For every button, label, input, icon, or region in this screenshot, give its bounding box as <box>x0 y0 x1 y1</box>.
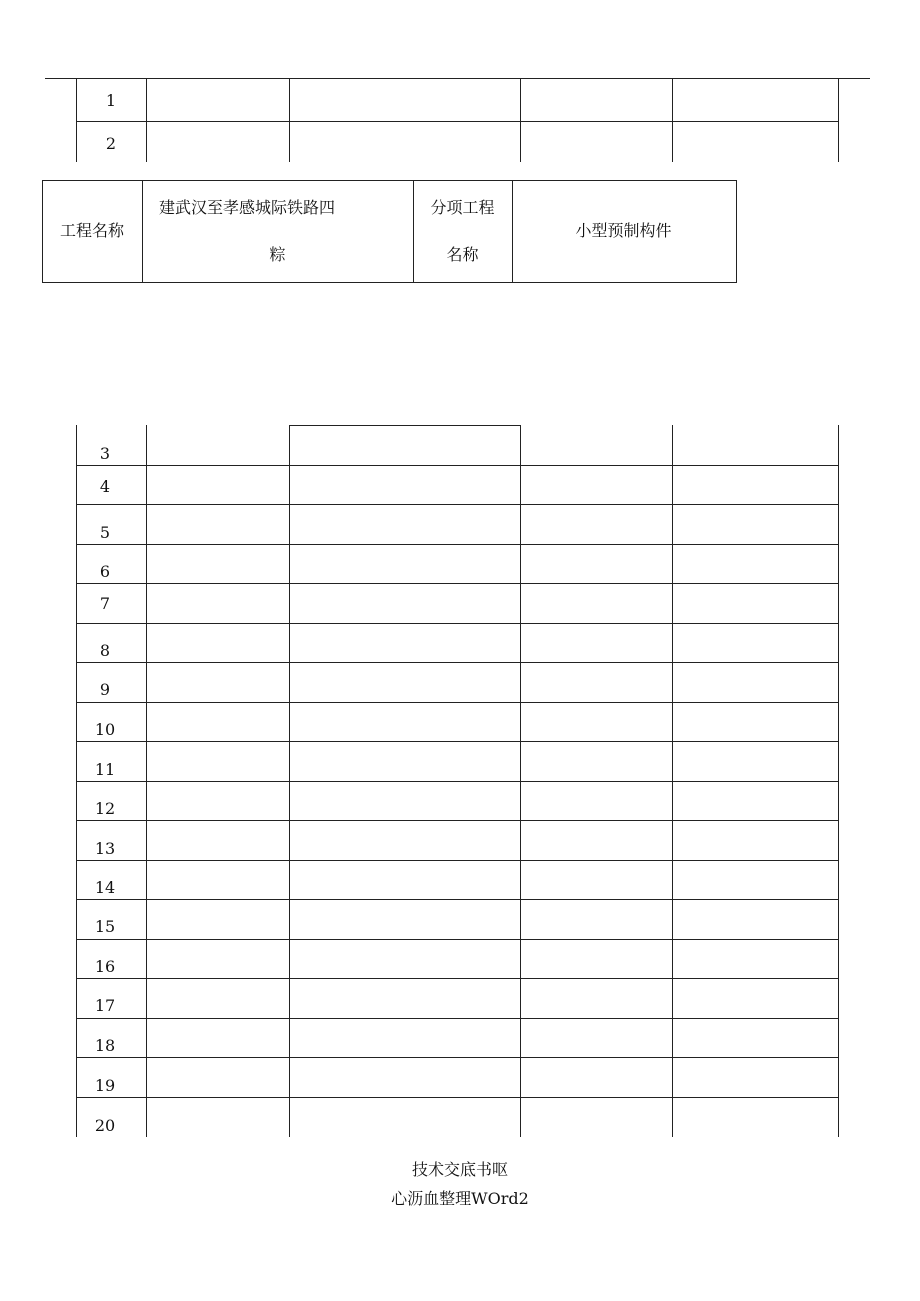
row-divider <box>76 544 838 545</box>
cell-top-border <box>289 425 520 426</box>
row-divider <box>76 741 838 742</box>
row-divider <box>76 939 838 940</box>
row-divider <box>76 702 838 703</box>
column-line <box>142 180 143 282</box>
row-number: 7 <box>99 594 111 613</box>
row-number: 16 <box>94 957 116 976</box>
row-divider <box>76 820 838 821</box>
row-number: 11 <box>94 760 116 779</box>
row-number: 3 <box>99 444 111 463</box>
row-divider <box>76 465 838 466</box>
row-number: 19 <box>94 1076 116 1095</box>
column-line <box>146 78 147 162</box>
footer-note: 心沥血整理WOrd2 <box>391 1189 529 1208</box>
column-line <box>838 425 839 1137</box>
sub-project-label: 分项工程 <box>430 198 495 217</box>
project-name-value: 建武汉至孝感城际铁路四 <box>159 198 336 217</box>
row-divider <box>76 121 838 122</box>
row-divider <box>76 504 838 505</box>
row-number: 15 <box>94 917 116 936</box>
row-divider <box>76 1057 838 1058</box>
row-divider <box>76 1018 838 1019</box>
row-number: 5 <box>99 523 111 542</box>
row-number: 13 <box>94 839 116 858</box>
column-line <box>289 78 290 162</box>
project-name-value-continued: 粽 <box>269 245 286 264</box>
row-number: 10 <box>94 720 116 739</box>
row-number: 4 <box>99 477 111 496</box>
sub-project-label-continued: 名称 <box>446 245 479 264</box>
row-divider <box>76 623 838 624</box>
top-rule <box>45 78 870 79</box>
row-divider <box>76 781 838 782</box>
column-line <box>838 78 839 162</box>
row-divider <box>76 860 838 861</box>
column-line <box>520 78 521 162</box>
row-divider <box>76 978 838 979</box>
row-number: 17 <box>94 996 116 1015</box>
footer-title: 技术交底书呕 <box>411 1160 508 1179</box>
row-divider <box>76 1097 838 1098</box>
row-number: 14 <box>94 878 116 897</box>
column-line <box>413 180 414 282</box>
row-number: 8 <box>99 641 111 660</box>
sub-project-value: 小型预制构件 <box>575 221 672 240</box>
row-number: 6 <box>99 562 111 581</box>
row-number: 12 <box>94 799 116 818</box>
row-number: 9 <box>99 680 111 699</box>
project-name-label: 工程名称 <box>59 221 124 240</box>
row-divider <box>76 583 838 584</box>
row-divider <box>76 899 838 900</box>
column-line <box>672 78 673 162</box>
row-divider <box>76 662 838 663</box>
row-number: 20 <box>94 1116 116 1135</box>
row-number: 1 <box>105 91 117 110</box>
row-number: 18 <box>94 1036 116 1055</box>
row-number: 2 <box>105 134 117 153</box>
